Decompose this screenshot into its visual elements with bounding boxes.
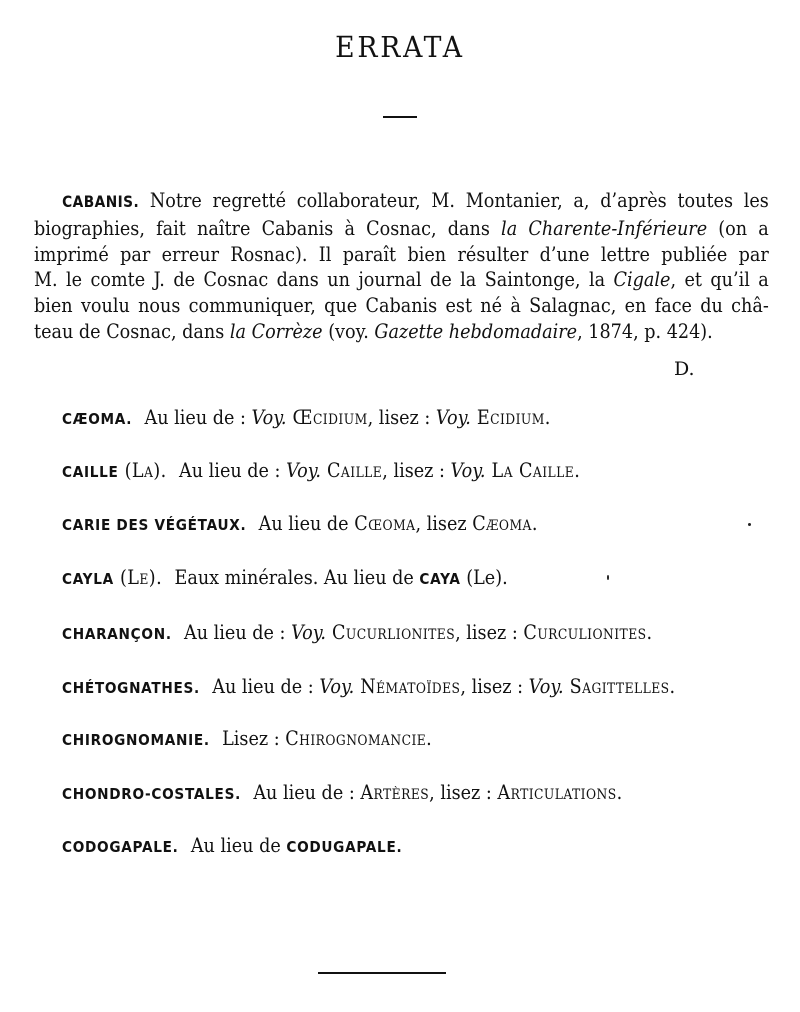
entry-headword: CÆOMA. (62, 410, 133, 428)
cabanis-text-2-tail: (on a (718, 215, 769, 240)
entry-text: Voy. (251, 405, 287, 429)
entry-text: Voy. (319, 674, 355, 698)
errata-entry (62, 565, 508, 589)
entry-text: , lisez : (429, 780, 498, 804)
cabanis-text-6-mid: (voy. (328, 318, 369, 343)
entry-text: Artères (360, 780, 430, 804)
entry-text: , lisez : (460, 674, 529, 698)
page-title: ERRATA (335, 30, 465, 64)
entry-text: Cucurlionites (325, 620, 456, 644)
end-rule (318, 972, 446, 974)
entry-headword: CHIROGNOMANIE. (62, 731, 210, 749)
ink-speck (607, 575, 609, 580)
cabanis-text-4: M. le comte J. de Cosnac dans un journal de la Saintonge, la (34, 267, 606, 292)
entry-text: Au lieu de : (212, 674, 320, 698)
errata-entry (62, 458, 580, 482)
cabanis-text-2: biographies, fait naître Cabanis à Cosnac, dans (34, 215, 490, 240)
entry-text: Ecidium. (470, 405, 551, 429)
entry-text: Curculionites. (523, 620, 653, 644)
title-rule (383, 116, 417, 118)
entry-text: Caille (320, 458, 383, 482)
entry-headword: CHÉTOGNATHES. (62, 679, 200, 697)
errata-entry (62, 511, 538, 535)
errata-entry (62, 833, 402, 857)
entry-text: Lisez : (222, 726, 286, 750)
entry-text: , lisez : (382, 458, 451, 482)
entry-text: Nématoïdes (354, 674, 461, 698)
entry-text: Œcidium (286, 405, 368, 429)
entry-headword-article: (Le). (113, 565, 163, 589)
cabanis-headword: CABANIS. (62, 193, 140, 211)
cabanis-italic-cigale: Cigale (613, 267, 671, 292)
signature: D. (674, 358, 695, 380)
entry-text: Voy. (528, 674, 564, 698)
entry-headword: CAYLA (62, 570, 114, 588)
entry-headword: CHARANÇON. (62, 625, 172, 643)
errata-entry (62, 620, 653, 644)
entry-text: Voy. (291, 620, 326, 644)
cabanis-text-1: Notre regretté collaborateur, M. Montanier, a, d’après toutes les (149, 188, 769, 212)
entry-text: Sagittelles. (563, 674, 676, 698)
cabanis-italic-correze: la Corrèze (229, 318, 323, 343)
entry-text: CAYA (419, 570, 461, 588)
entry-text: Cœoma (354, 511, 416, 535)
entry-text: Au lieu de : (144, 405, 252, 429)
entry-text: CODUGAPALE. (286, 838, 403, 856)
cabanis-text-6-tail: , 1874, p. 424). (577, 318, 713, 343)
cabanis-text-4-tail: , et qu’il a (670, 267, 769, 292)
entry-text: Au lieu de : (253, 780, 361, 804)
ink-speck (748, 523, 751, 526)
entry-text: Voy. (286, 458, 321, 482)
entry-text: La Caille. (485, 458, 581, 482)
cabanis-line-5 (34, 293, 769, 319)
cabanis-text-3: imprimé par erreur Rosnac). Il paraît bien résulter d’une lettre publiée par (34, 241, 769, 266)
cabanis-line-2 (34, 216, 769, 242)
errata-entry (62, 674, 676, 698)
entry-text: (Le). (460, 565, 508, 589)
entry-text: Chirognomancie. (285, 726, 433, 750)
cabanis-line-4 (34, 267, 769, 293)
errata-entry (62, 780, 623, 804)
entry-text: , lisez (415, 511, 473, 535)
errata-entry (62, 726, 432, 750)
cabanis-italic-gazette: Gazette hebdomadaire (374, 318, 578, 343)
entry-text: Au lieu de (190, 833, 287, 857)
entry-text: , lisez : (455, 620, 524, 644)
entry-text: , lisez : (367, 405, 436, 429)
cabanis-text-5: bien voulu nous communiquer, que Cabanis est né à Salagnac, en face du châ- (34, 293, 769, 318)
cabanis-text-6: teau de Cosnac, dans (34, 318, 225, 343)
entry-text: Voy. (450, 458, 486, 482)
cabanis-italic-charente: la Charente-Inférieure (501, 215, 708, 240)
entry-text: Articulations. (497, 780, 623, 804)
errata-entry (62, 405, 551, 429)
entry-headword-article: (La). (118, 458, 167, 482)
entry-headword: CAILLE (62, 463, 119, 481)
entry-text: Au lieu de : (184, 620, 292, 644)
entry-text: Voy. (435, 405, 471, 429)
entry-headword: CODOGAPALE. (62, 838, 179, 856)
cabanis-note (34, 188, 769, 345)
cabanis-line-6 (34, 319, 769, 345)
entry-headword: CARIE DES VÉGÉTAUX. (62, 516, 247, 534)
entry-text: Cæoma. (472, 511, 538, 535)
entry-text: Au lieu de (258, 511, 355, 535)
cabanis-line-3 (34, 242, 769, 268)
entry-text: Eaux minérales. Au lieu de (174, 565, 420, 589)
entry-text: Au lieu de : (179, 458, 287, 482)
entry-headword: CHONDRO-COSTALES. (62, 785, 241, 803)
cabanis-line-1 (34, 188, 769, 216)
